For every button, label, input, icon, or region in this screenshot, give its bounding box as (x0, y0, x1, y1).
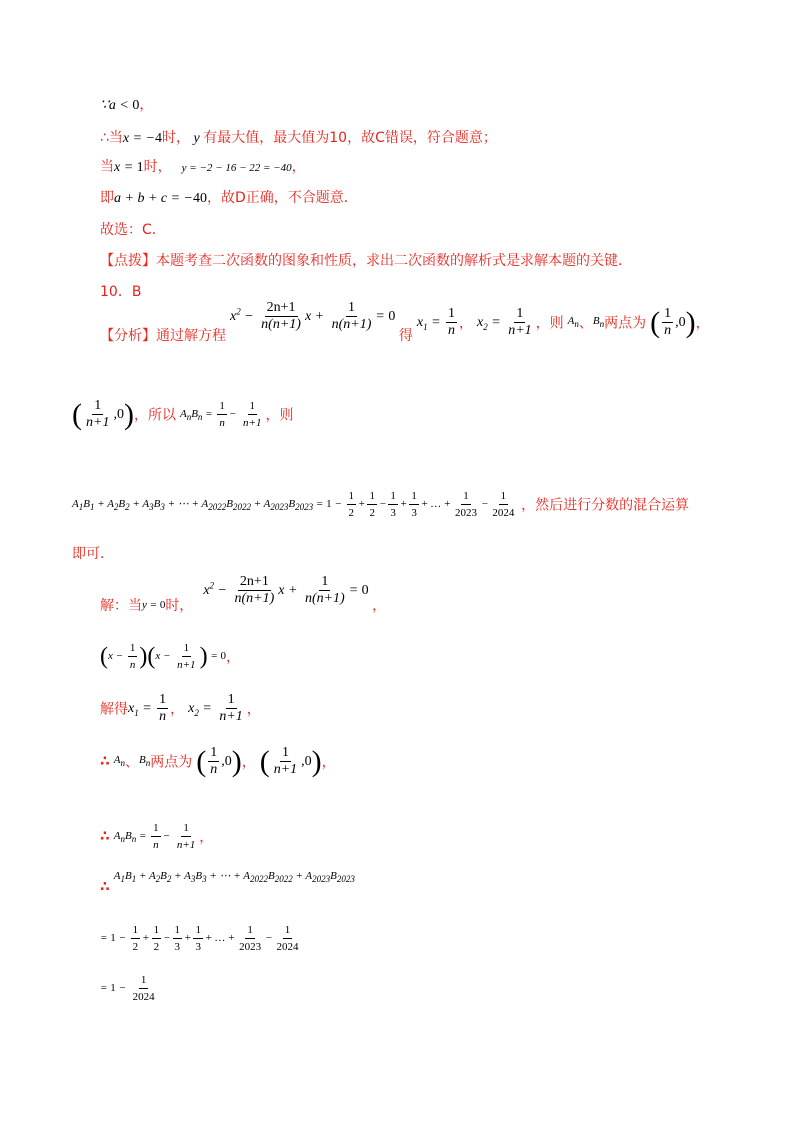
math-AnBn-2: $A_nB_n$ = $\frac{1}{n}$ − $\frac{1}{n+1}$ (113, 822, 196, 851)
math-An: $A_n$ (567, 315, 579, 330)
line-12: 解：当$_{y = 0}$时， $x^2$ − $\frac{2n+1}{n(n+1)}$ x + $\frac{1}{n(n+1)}$ = 0 ， (100, 574, 387, 614)
line-10: $A_1B_1 + A_2B_2 + A_3B_3$ + ⋯ + $A_{2022}B_{2022} + A_{2023}B_{2023} = 1$ − $\frac{1}{2}$ + $\frac{1}{2}$ − $\frac{1}{3}$ + $\frac{1}{3}$ + … + $\frac{1}{2023}$ − $\frac{1}{2024}$ ，然后进行分数的混合运算 (72, 490, 690, 519)
line-18 (100, 922, 303, 955)
math-AnBn: $A_nB_n$ = $\frac{1}{n}$ − $\frac{1}{n+1}$ (179, 400, 262, 429)
line-9: ( $\frac{1}{n+1}$ ,0)，所以 $A_nB_n$ = $\frac{1}{n}$ − $\frac{1}{n+1}$ ，则 (72, 397, 294, 431)
line-16: ∴ $A_nB_n$ = $\frac{1}{n}$ − $\frac{1}{n+1}$ ， (100, 822, 214, 851)
line-15: ∴ $A_n$、$B_n$两点为 ( $\frac{1}{n}$ ,0)， ( $\frac{1}{n+1}$ ,0)， (100, 744, 336, 778)
math-y: y (190, 131, 204, 146)
math-equation: $x^2$ − $\frac{2n+1}{n(n+1)}$ x + $\frac{1}{n(n+1)}$ = 0 (230, 300, 396, 332)
math-x-eq-1: x = 1 (114, 160, 144, 175)
line-14: 解得$x_1$ = $\frac{1}{n}$ ， $x_2$ = $\frac{1}{n+1}$ ， (100, 692, 261, 724)
math-sum-expression: $A_1B_1 + A_2B_2 + A_3B_3$ + ⋯ + $A_{2022}B_{2022} + A_{2023}B_{2023} = 1$ − $\frac{1}{2}$ + $\frac{1}{2}$ − $\frac{1}{3}$ + $\frac{1}{3}$ + … + $\frac{1}{2023}$ − $\frac{1}{2024}$ (72, 490, 515, 519)
math-a-lt-0: ∵a < 0 (100, 98, 140, 113)
math-y-value: y = −2 − 16 − 22 = −40 (181, 162, 292, 174)
line-3: 当x = 1时， y = −2 − 16 − 22 = −40， (100, 159, 306, 175)
line-19 (100, 972, 159, 1005)
math-point-2: ( $\frac{1}{n+1}$ ,0) (72, 397, 134, 431)
math-An-2: $A_n$ (113, 754, 125, 769)
line-2: ∴当x = −4时， y 有最大值，最大值为10，故C错误，符合题意； (100, 130, 497, 146)
math-abc-sum: a + b + c = −40 (114, 191, 208, 206)
math-x-eq-neg4: x = −4 (122, 131, 163, 146)
math-point-3: ( $\frac{1}{n}$ ,0) (196, 744, 242, 778)
line-17: ∴ $A_1B_1 + A_2B_2 + A_3B_3$ + ⋯ + $A_{2022}B_{2022} + A_{2023}B_{2023}$ (100, 870, 355, 895)
line-8: 【分析】通过解方程 $x^2$ − $\frac{2n+1}{n(n+1)}$ x + $\frac{1}{n(n+1)}$ = 0 得 $x_1$ = $\frac{1}{n}$ ， $x_2$ = $\frac{1}{n+1}$ ，则 $A_n$、$B_n$两点为 ( $\frac{1}{n}$ ,0)， (100, 300, 710, 344)
math-x1: $x_1$ = $\frac{1}{n}$ (416, 306, 456, 338)
math-Bn: $B_n$ (592, 315, 605, 330)
line-5: 故选：C． (100, 222, 166, 238)
line-13: (x − $\frac{1}{n}$ )(x − $\frac{1}{n+1}$ ) = 0， (100, 642, 240, 671)
line-7: 10．B (100, 284, 142, 300)
math-point-4: ( $\frac{1}{n+1}$ ,0) (259, 744, 322, 778)
math-factored: (x − $\frac{1}{n}$ )(x − $\frac{1}{n+1}$ ) = 0 (100, 642, 226, 671)
line-11: 即可． (72, 546, 114, 562)
math-point-1: ( $\frac{1}{n}$ ,0) (650, 305, 696, 339)
math-x2-sol: $x_2$ = $\frac{1}{n+1}$ (188, 692, 243, 724)
math-Bn-2: $B_n$ (138, 754, 151, 769)
line-6: 【点拨】本题考查二次函数的图象和性质，求出二次函数的解析式是求解本题的关键． (100, 253, 632, 269)
line-1: ∵a < 0， (100, 97, 154, 113)
math-x1-sol: $x_1$ = $\frac{1}{n}$ (128, 692, 167, 724)
math-y-eq-0: y = 0 (142, 598, 166, 611)
math-telescoping: = 1 − $\frac{1}{2}$ + $\frac{1}{2}$ − $\frac{1}{3}$ + $\frac{1}{3}$ + … + $\frac{1}{2023}$ − $\frac{1}{2024}$ (100, 924, 299, 953)
math-result: = 1 − $\frac{1}{2024}$ (100, 974, 155, 1003)
line-4: 即a + b + c = −40，故D正确，不合题意． (100, 190, 358, 206)
math-x2: $x_2$ = $\frac{1}{n+1}$ (477, 306, 532, 338)
math-sum-2: $A_1B_1 + A_2B_2 + A_3B_3$ + ⋯ + $A_{2022}B_{2022} + A_{2023}B_{2023}$ (113, 870, 355, 885)
math-equation-2: $x^2$ − $\frac{2n+1}{n(n+1)}$ x + $\frac{1}{n(n+1)}$ = 0 (203, 574, 369, 606)
